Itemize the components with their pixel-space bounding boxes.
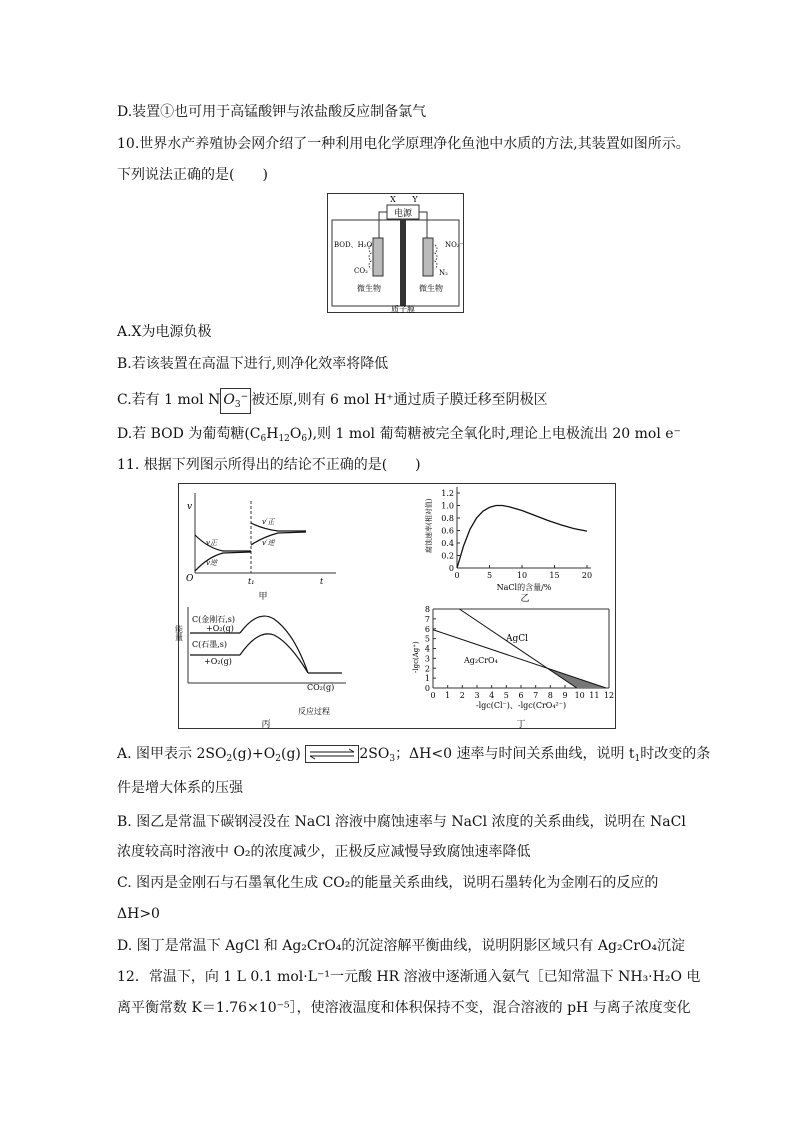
svg-text:C(石墨,s): C(石墨,s) bbox=[192, 640, 228, 649]
ding-ytick-label: 0 bbox=[424, 684, 430, 693]
cell-tank bbox=[332, 220, 459, 306]
svg-text:Ag₂CrO₄: Ag₂CrO₄ bbox=[464, 656, 498, 665]
svg-text:+O₂(g): +O₂(g) bbox=[206, 624, 234, 633]
svg-text:腐蚀速率(相对值): 腐蚀速率(相对值) bbox=[425, 498, 433, 553]
ding-xtick-label: 4 bbox=[489, 691, 495, 700]
q12-stem-2: 离平衡常数 K＝1.76×10⁻⁵］，使溶液温度和体积保持不变，混合溶液的 pH 与离子浓度变化 bbox=[117, 1000, 691, 1016]
ding-xtick-label: 10 bbox=[574, 691, 585, 700]
q10-option-b: B.若该装置在高温下进行,则净化效率将降低 bbox=[117, 356, 389, 372]
yi-ytick-label: 1.0 bbox=[441, 501, 454, 511]
svg-text:v: v bbox=[187, 502, 193, 512]
right-output-label: N₂ bbox=[439, 269, 448, 277]
ding-xtick-label: 0 bbox=[430, 691, 436, 700]
yi-ytick-label: 0.6 bbox=[441, 526, 454, 536]
corrosion-rate-curve bbox=[457, 506, 587, 569]
svg-text:甲: 甲 bbox=[258, 592, 268, 602]
membrane-label: 质子膜 bbox=[391, 305, 415, 314]
svg-text:-lgc(Cl⁻)、-lgc(CrO₄²⁻): -lgc(Cl⁻)、-lgc(CrO₄²⁻) bbox=[475, 701, 567, 710]
power-label: 电源 bbox=[393, 209, 413, 219]
ding-xtick-label: 7 bbox=[533, 691, 539, 700]
svg-text:C(金刚石,s): C(金刚石,s) bbox=[192, 615, 236, 624]
svg-text:+O₂(g): +O₂(g) bbox=[204, 657, 232, 666]
yi-ytick-label: 0.2 bbox=[441, 551, 454, 561]
nitrate-box: $O_3^-$ bbox=[220, 388, 251, 414]
ding-xtick-label: 9 bbox=[562, 691, 568, 700]
yi-ytick-label: 0.8 bbox=[441, 514, 454, 523]
svg-text:v正: v正 bbox=[206, 539, 217, 547]
figure-yi bbox=[424, 487, 592, 604]
left-output-label: CO₂ bbox=[354, 267, 368, 275]
ding-xtick-label: 12 bbox=[603, 691, 615, 700]
x-label: X bbox=[390, 195, 396, 204]
svg-text:丙: 丙 bbox=[261, 720, 271, 730]
ding-ytick-label: 6 bbox=[424, 624, 430, 634]
left-electrode bbox=[373, 238, 383, 276]
svg-text:t₁: t₁ bbox=[248, 577, 255, 586]
q12-stem-1: 12．常温下，向 1 L 0.1 mol·L⁻¹一元酸 HR 溶液中逐渐通入氨气［已知常温下 NH₃·H₂O 电 bbox=[117, 969, 701, 985]
yi-ytick-label: 0 bbox=[448, 564, 454, 573]
svg-text:v′逆: v′逆 bbox=[262, 539, 275, 547]
q11-figures bbox=[174, 483, 616, 730]
svg-text:v逆: v逆 bbox=[206, 559, 217, 567]
ding-ytick-label: 4 bbox=[424, 644, 430, 654]
agcl-line bbox=[459, 609, 576, 688]
q10-option-a: A.X为电源负极 bbox=[117, 324, 212, 340]
svg-text:O: O bbox=[186, 574, 194, 584]
yi-xtick-label: 5 bbox=[486, 571, 493, 580]
q11-stem: 11. 根据下列图示所得出的结论不正确的是( ) bbox=[117, 457, 421, 473]
svg-text:AgCl: AgCl bbox=[506, 634, 529, 644]
q11-option-b-2: 浓度较高时溶液中 O₂的浓度减少，正极反应减慢导致腐蚀速率降低 bbox=[117, 844, 531, 860]
ding-ytick-label: 2 bbox=[424, 664, 430, 674]
yi-xtick-label: 15 bbox=[549, 571, 560, 580]
yi-ytick-label: 0.4 bbox=[441, 539, 454, 548]
q10-apparatus-figure bbox=[327, 193, 464, 313]
svg-text:反应过程: 反应过程 bbox=[298, 707, 330, 716]
q10-stem-1: 10.世界水产养殖协会网介绍了一种利用电化学原理净化鱼池中水质的方法,其装置如图所示。 bbox=[117, 136, 690, 152]
svg-text:-lgc(Ag⁺): -lgc(Ag⁺) bbox=[412, 641, 420, 673]
q9-option-d: D.装置①也可用于高锰酸钾与浓盐酸反应制备氯气 bbox=[117, 104, 427, 120]
svg-text:v′正: v′正 bbox=[262, 518, 275, 526]
ding-ytick-label: 5 bbox=[424, 634, 430, 644]
y-label: Y bbox=[412, 195, 418, 204]
ding-xtick-label: 2 bbox=[459, 691, 465, 700]
q11-option-d: D. 图丁是常温下 AgCl 和 Ag₂CrO₄的沉淀溶解平衡曲线，说明阴影区域只有 Ag₂CrO₄沉淀 bbox=[117, 938, 686, 954]
yi-xtick-label: 10 bbox=[516, 571, 528, 580]
microbe-right-label: 微生物 bbox=[419, 284, 443, 293]
proton-membrane bbox=[400, 220, 406, 306]
ding-xtick-label: 11 bbox=[589, 691, 600, 700]
microbe-left-label: 微生物 bbox=[357, 284, 381, 293]
ding-xtick-label: 3 bbox=[474, 691, 480, 700]
figure-ding bbox=[412, 605, 614, 730]
left-input-label: BOD、H₂O bbox=[334, 241, 373, 249]
yi-xtick-label: 20 bbox=[581, 571, 593, 580]
right-input-label: NO₃⁻ bbox=[445, 241, 464, 249]
ding-xtick-label: 8 bbox=[547, 691, 553, 700]
ding-ytick-label: 7 bbox=[424, 614, 430, 624]
yi-xtick-label: 0 bbox=[454, 571, 460, 580]
q10-option-c: C.若有 1 mol N $O_3^-$ 被还原,则有 6 mol H⁺通过质子膜迁移至阴极区 bbox=[117, 388, 548, 414]
ding-xtick-label: 1 bbox=[445, 691, 451, 700]
q11-option-a: A. 图甲表示 $2SO_2(g)+O_2(g)$ $2SO_3$；ΔH<0 速率与时间关系曲线，说明 $t_1$时改变的条 bbox=[117, 746, 711, 764]
svg-text:乙: 乙 bbox=[520, 594, 530, 604]
ding-xtick-label: 6 bbox=[518, 691, 524, 700]
ding-ytick-label: 1 bbox=[424, 674, 430, 684]
q11-option-b-1: B. 图乙是常温下碳钢浸没在 NaCl 溶液中腐蚀速率与 NaCl 浓度的关系曲线，说明在 NaCl bbox=[117, 814, 686, 830]
svg-text:丁: 丁 bbox=[516, 720, 526, 730]
ding-ytick-label: 3 bbox=[424, 654, 430, 664]
svg-text:t: t bbox=[320, 577, 324, 586]
q11-option-c-2: ΔH>0 bbox=[117, 906, 160, 922]
svg-text:NaCl的含量/%: NaCl的含量/% bbox=[496, 583, 552, 592]
equilibrium-arrow-box bbox=[305, 745, 359, 763]
ding-ytick-label: 8 bbox=[424, 605, 430, 614]
figure-bing bbox=[175, 607, 347, 730]
q11-option-c-1: C. 图丙是金刚石与石墨氧化生成 CO₂的能量关系曲线，说明石墨转化为金刚石的反应的 bbox=[117, 875, 659, 891]
figure-jia bbox=[186, 493, 336, 602]
q10-stem-2: 下列说法正确的是( ) bbox=[117, 167, 268, 183]
ding-xtick-label: 5 bbox=[503, 691, 509, 700]
yi-ytick-label: 1.2 bbox=[441, 489, 454, 498]
svg-text:CO₂(g): CO₂(g) bbox=[307, 683, 335, 692]
svg-text:能量: 能量 bbox=[174, 625, 184, 641]
q10-option-d: D.若 BOD 为葡萄糖$(C_6H_{12}O_6)$,则 1 mol 葡萄糖被完全氧化时,理论上电极流出 20 mol e⁻ bbox=[117, 426, 681, 444]
q11-option-a-cont: 件是增大体系的压强 bbox=[117, 780, 243, 796]
right-electrode bbox=[423, 238, 433, 276]
